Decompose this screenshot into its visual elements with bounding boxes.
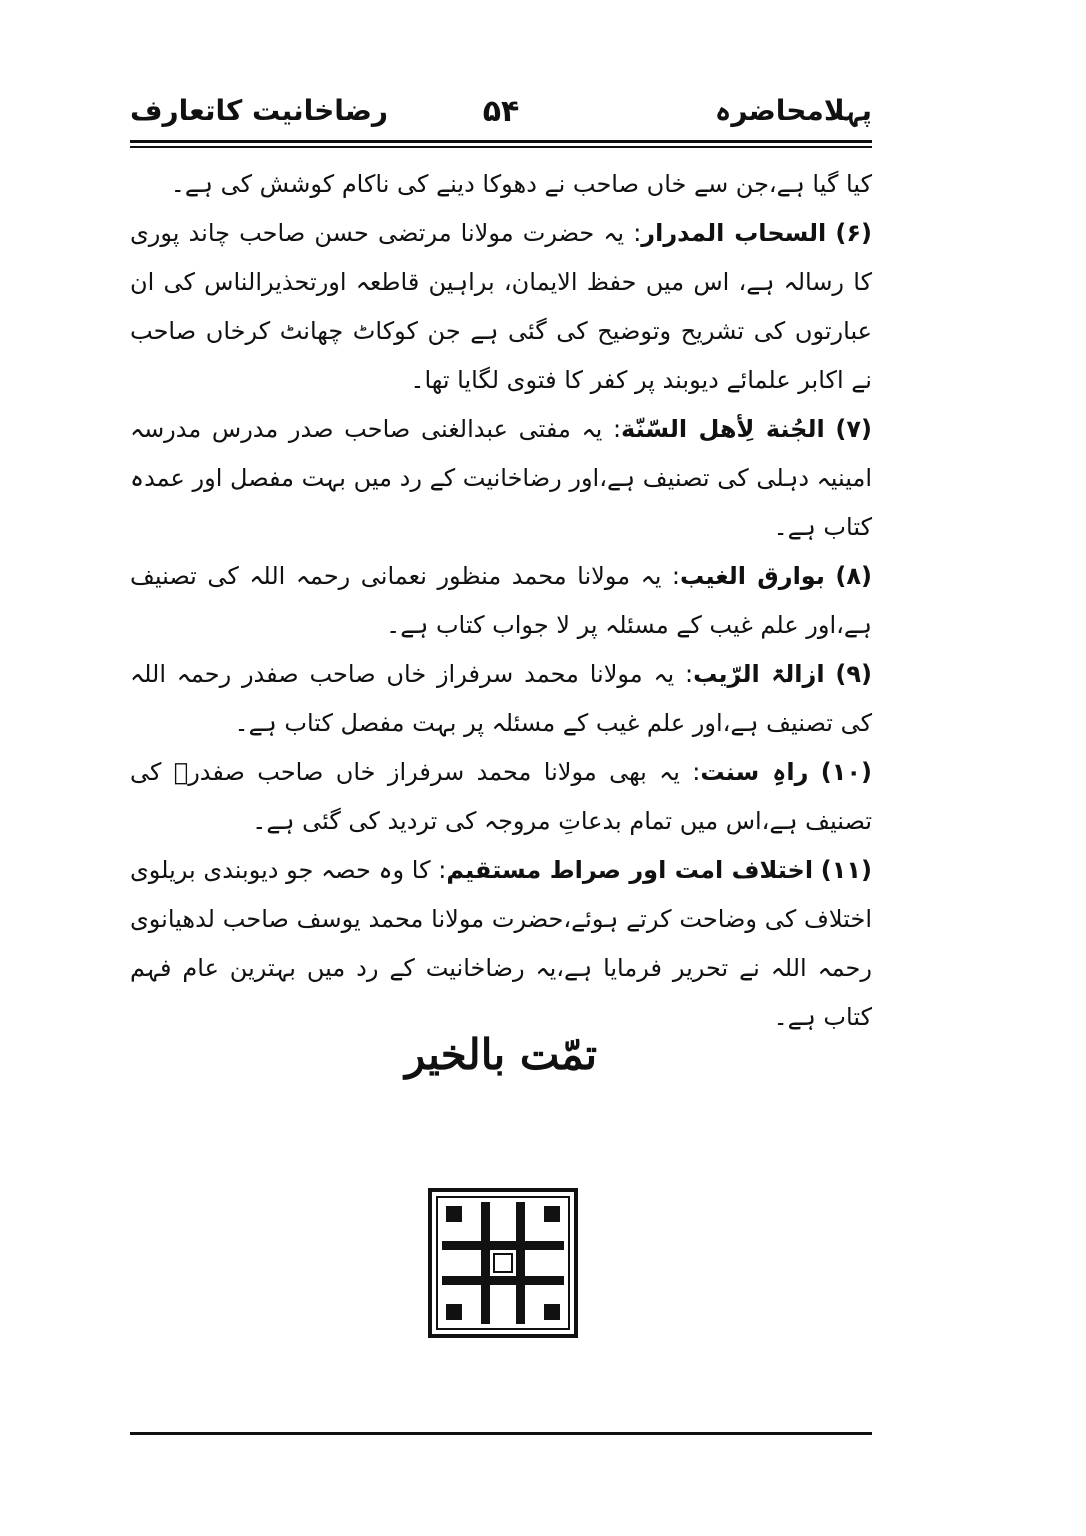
paragraph-item-11	[130, 846, 872, 1042]
paragraph-text: کیا گیا ہے،جن سے خاں صاحب نے دھوکا دینے کی ناکام کوشش کی ہے۔	[170, 170, 872, 198]
geometric-knot-ornament-icon	[428, 1188, 578, 1338]
item-text: : یہ مفتی عبدالغنی صاحب صدر مدرس مدرسہ امینیہ دہلی کی تصنیف ہے،اور رضاخانیت کے رد میں بہت مفصل اور عمدہ کتاب ہے۔	[130, 415, 872, 541]
header-rule-bottom	[130, 146, 872, 148]
paragraph-item-10	[130, 748, 872, 846]
item-title: بوارق الغیب	[680, 562, 825, 590]
closing-phrase: تمّت بالخیر	[404, 1030, 598, 1079]
header-rule-top	[130, 140, 872, 143]
item-number: (۶)	[835, 219, 872, 247]
item-title: راہِ سنت	[700, 758, 809, 786]
item-number: (۹)	[835, 660, 872, 688]
page-number: ۵۴	[482, 94, 520, 129]
item-number: (۱۱)	[820, 856, 872, 884]
item-title: اختلاف امت اور صراط مستقیم	[446, 856, 814, 884]
paragraph-continued	[130, 160, 872, 209]
paragraph-item-9	[130, 650, 872, 748]
body-text	[130, 160, 872, 1042]
book-title: رضاخانیت کاتعارف	[130, 94, 388, 127]
page-header	[130, 92, 872, 138]
paragraph-item-7	[130, 405, 872, 552]
footer-rule	[130, 1432, 872, 1435]
item-text: : یہ بھی مولانا محمد سرفراز خاں صاحب صفدرؒ کی تصنیف ہے،اس میں تمام بدعاتِ مروجہ کی تردید کی گئی ہے۔	[130, 758, 872, 835]
item-number: (۷)	[835, 415, 872, 443]
item-number: (۸)	[835, 562, 873, 590]
chapter-title: پہلامحاضرہ	[714, 94, 872, 127]
item-text: : کا وہ حصہ جو دیوبندی بریلوی اختلاف کی وضاحت کرتے ہوئے،حضرت مولانا محمد یوسف صاحب لدھیانوی رحمہ اللہ نے تحریر فرمایا ہے،یہ رضاخانیت کے رد میں بہترین عام فہم کتاب ہے۔	[130, 856, 872, 1031]
paragraph-item-6	[130, 209, 872, 405]
item-number: (۱۰)	[820, 758, 873, 786]
item-text: : یہ مولانا محمد منظور نعمانی رحمہ اللہ کی تصنیف ہے،اور علم غیب کے مسئلہ پر لا جواب کتاب ہے۔	[130, 562, 872, 639]
item-title: السحاب المدرار	[641, 219, 827, 247]
item-title: ازالۃ الرّیب	[693, 660, 825, 688]
item-text: : یہ حضرت مولانا مرتضی حسن صاحب چاند پوری کا رسالہ ہے، اس میں حفظ الایمان، براہین قاطعہ اورتحذیرالناس کی ان عبارتوں کی تشریح وتوضیح کی گئی ہے جن کوکاٹ چھانٹ کرخاں صاحب نے اکابر علمائے دیوبند پر کفر کا فتوی لگایا تھا۔	[130, 219, 872, 394]
item-text: : یہ مولانا محمد سرفراز خاں صاحب صفدر رحمہ اللہ کی تصنیف ہے،اور علم غیب کے مسئلہ پر بہت مفصل کتاب ہے۔	[130, 660, 872, 737]
paragraph-item-8	[130, 552, 872, 650]
item-title: الجُنة لِأهل السّنّة	[621, 415, 825, 443]
